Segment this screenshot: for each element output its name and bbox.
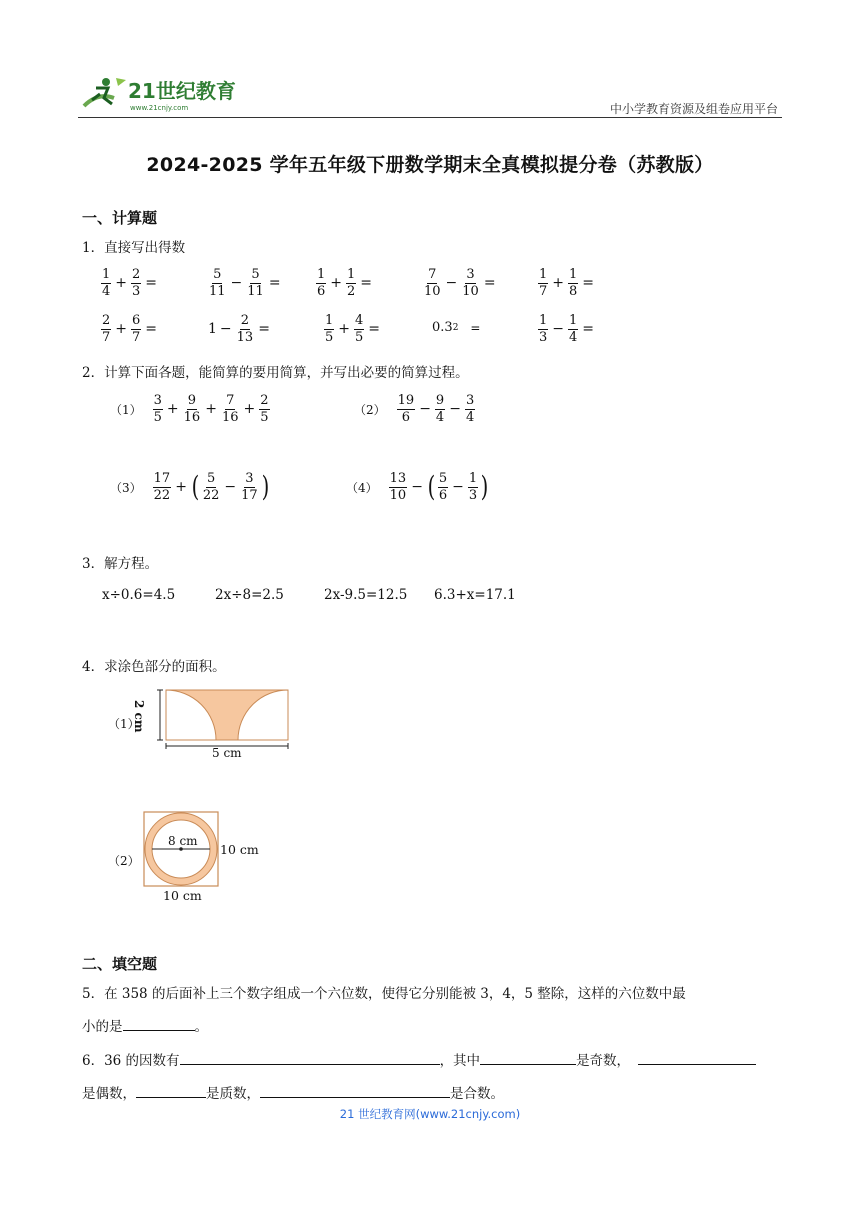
- numerator: 2: [260, 393, 269, 408]
- operator: −: [449, 401, 461, 418]
- fig2-label: （2）: [108, 854, 140, 868]
- denominator: 6: [401, 409, 411, 425]
- q1-expression: [422, 268, 499, 298]
- numerator: 4: [355, 313, 364, 328]
- numerator: 1: [539, 313, 548, 328]
- q2-problem: [110, 394, 271, 424]
- q6-text-4: 是偶数，: [82, 1086, 136, 1102]
- question-4-text: 4．求涂色部分的面积。: [82, 659, 226, 675]
- section-title-fill: 二、填空题: [82, 955, 158, 973]
- header-divider: [78, 117, 782, 118]
- equals-sign: =: [483, 275, 496, 292]
- right-paren: ): [480, 470, 489, 504]
- fraction: [389, 472, 408, 502]
- q1-expression: [100, 268, 160, 298]
- fraction: [153, 472, 172, 502]
- equation-1: x÷0.6=4.5: [102, 587, 176, 603]
- q5-blank[interactable]: [123, 1016, 195, 1031]
- numerator: 9: [435, 393, 445, 408]
- operator: +: [175, 479, 187, 496]
- fraction: [236, 314, 255, 344]
- q2-problem: [110, 472, 271, 502]
- denominator: 10: [462, 283, 479, 299]
- q6-blank-even[interactable]: [638, 1050, 756, 1065]
- numerator: 6: [132, 313, 141, 328]
- q1-expression: [537, 268, 597, 298]
- fraction: [202, 472, 221, 502]
- q6-blank-prime[interactable]: [136, 1083, 206, 1098]
- fraction: [101, 314, 111, 344]
- question-1-text: 1．直接写出得数: [82, 240, 186, 256]
- q6-blank-factors[interactable]: [180, 1050, 440, 1065]
- fraction: [240, 472, 259, 502]
- equation-3: 2x-9.5=12.5: [324, 587, 408, 603]
- numerator: 1: [539, 267, 548, 282]
- fraction: [423, 268, 442, 298]
- operator: −: [552, 321, 565, 338]
- numerator: 5: [206, 471, 216, 486]
- operator: +: [115, 321, 128, 338]
- problem-label: （2）: [354, 402, 386, 417]
- question-5-line-1: 5．在 358 的后面补上三个数字组成一个六位数，使得它分别能被 3，4，5 整除，这样的六位数中最: [82, 986, 686, 1002]
- numerator: 1: [102, 267, 111, 282]
- q1-expression: [432, 320, 483, 335]
- fig2-bottom-label: 10 cm: [163, 888, 202, 903]
- problem-label: （4）: [346, 480, 378, 495]
- q1-expression: [100, 314, 160, 344]
- denominator: 5: [260, 409, 269, 425]
- denominator: 6: [317, 283, 326, 299]
- numerator: 3: [465, 393, 475, 408]
- operator: −: [452, 479, 464, 496]
- q1-expression: [537, 314, 597, 344]
- operator: +: [338, 321, 351, 338]
- site-logo: [78, 72, 248, 116]
- equals-sign: =: [582, 321, 595, 338]
- denominator: 10: [424, 283, 441, 299]
- problem-label: （3）: [110, 480, 142, 495]
- numerator: 2: [240, 313, 250, 328]
- fig1-width-label: 5 cm: [212, 746, 242, 760]
- q5-text-post: 。: [194, 1019, 208, 1035]
- numerator: 5: [438, 471, 448, 486]
- operator: +: [115, 275, 128, 292]
- question-3-text: 3．解方程。: [82, 556, 159, 572]
- fraction: [465, 394, 475, 424]
- fraction: [568, 268, 578, 298]
- numerator: 2: [132, 267, 141, 282]
- denominator: 22: [202, 487, 220, 503]
- fraction: [221, 394, 240, 424]
- exponent: 2: [452, 322, 459, 333]
- fraction: [354, 314, 364, 344]
- q1-expression: [315, 268, 375, 298]
- numerator: 1: [569, 313, 578, 328]
- denominator: 5: [325, 329, 334, 345]
- denominator: 4: [465, 409, 475, 425]
- equals-sign: =: [368, 321, 381, 338]
- numerator: 7: [428, 267, 437, 282]
- left-paren: (: [427, 470, 436, 504]
- operator: +: [205, 401, 217, 418]
- fig2-side-label: 10 cm: [220, 842, 259, 857]
- denominator: 10: [389, 487, 407, 503]
- operator: +: [330, 275, 343, 292]
- denominator: 16: [183, 409, 201, 425]
- numerator: 5: [213, 267, 222, 282]
- whole-number: 1: [208, 321, 217, 338]
- operator: −: [445, 275, 458, 292]
- denominator: 4: [569, 329, 578, 345]
- q1-expression: [208, 314, 273, 344]
- figure-2: [140, 808, 224, 892]
- q6-text-6: 是合数。: [450, 1086, 504, 1102]
- question-2-text: 2．计算下面各题，能简算的要用简算，并写出必要的简算过程。: [82, 365, 469, 381]
- numerator: 3: [466, 267, 475, 282]
- denominator: 16: [221, 409, 239, 425]
- operator: −: [411, 479, 423, 496]
- fraction: [435, 394, 445, 424]
- numerator: 3: [153, 393, 162, 408]
- operator: +: [552, 275, 565, 292]
- q6-blank-odd[interactable]: [480, 1050, 576, 1065]
- q6-text-1: 6．36 的因数有: [82, 1053, 180, 1069]
- equals-sign: =: [582, 275, 595, 292]
- logo-url: www.21cnjy.com: [130, 104, 189, 112]
- numerator: 1: [468, 471, 478, 486]
- denominator: 6: [438, 487, 448, 503]
- denominator: 5: [153, 409, 162, 425]
- operator: −: [224, 479, 237, 496]
- denominator: 8: [569, 283, 578, 299]
- equation-4: 6.3+x=17.1: [434, 587, 516, 603]
- operator: −: [419, 401, 431, 418]
- equation-2: 2x÷8=2.5: [215, 587, 284, 603]
- q6-blank-composite[interactable]: [260, 1083, 450, 1098]
- numerator: 1: [325, 313, 334, 328]
- logo-text: 21世纪教育: [128, 79, 236, 103]
- q2-problem: [346, 472, 490, 502]
- denominator: 7: [132, 329, 141, 345]
- question-6-line-2: [82, 1082, 504, 1102]
- numerator: 5: [251, 267, 260, 282]
- fraction: [346, 268, 356, 298]
- numerator: 19: [397, 393, 415, 408]
- fig1-height-label: 2 cm: [132, 700, 146, 733]
- problem-label: （1）: [110, 402, 142, 417]
- fraction: [397, 394, 416, 424]
- fig1-label: （1）: [108, 717, 140, 731]
- denominator: 13: [236, 329, 254, 345]
- denominator: 7: [539, 283, 548, 299]
- left-paren: (: [191, 470, 200, 504]
- q1-expression: [207, 268, 284, 298]
- operator: +: [166, 401, 179, 418]
- fraction: [316, 268, 326, 298]
- numerator: 2: [102, 313, 111, 328]
- fraction: [538, 268, 548, 298]
- q6-text-2: ，其中: [439, 1053, 481, 1069]
- fraction: [461, 268, 480, 298]
- numerator: 17: [153, 471, 171, 486]
- q1-expression: [323, 314, 383, 344]
- fraction: [324, 314, 334, 344]
- denominator: 11: [247, 283, 264, 299]
- denominator: 7: [102, 329, 111, 345]
- numerator: 7: [226, 393, 235, 408]
- numerator: 13: [389, 471, 407, 486]
- fraction: [568, 314, 578, 344]
- fraction: [131, 268, 141, 298]
- operator: −: [230, 275, 243, 292]
- fraction: [208, 268, 227, 298]
- operator: −: [219, 321, 232, 338]
- section-title-calc: 一、计算题: [82, 209, 158, 227]
- denominator: 22: [153, 487, 171, 503]
- numerator: 1: [347, 267, 356, 282]
- operator: +: [243, 401, 256, 418]
- fraction: [246, 268, 265, 298]
- equals-sign: =: [268, 275, 281, 292]
- q6-text-3: 是奇数，: [576, 1053, 631, 1069]
- denominator: 11: [209, 283, 226, 299]
- fraction: [131, 314, 141, 344]
- platform-name: 中小学教育资源及组卷应用平台: [609, 102, 778, 116]
- q6-text-5: 是质数，: [206, 1086, 260, 1102]
- equals-sign: =: [145, 321, 158, 338]
- question-6-line-1: [82, 1049, 756, 1069]
- equals-sign: =: [258, 321, 270, 338]
- denominator: 3: [539, 329, 548, 345]
- denominator: 3: [132, 283, 141, 299]
- fraction: [259, 394, 269, 424]
- fraction: [101, 268, 111, 298]
- right-paren: ): [261, 470, 269, 504]
- equals-sign: =: [470, 320, 481, 335]
- denominator: 2: [347, 283, 356, 299]
- equals-sign: =: [145, 275, 158, 292]
- numerator: 3: [245, 471, 254, 486]
- equals-sign: =: [360, 275, 373, 292]
- denominator: 17: [241, 487, 258, 503]
- denominator: 4: [435, 409, 445, 425]
- fraction: [468, 472, 478, 502]
- denominator: 3: [468, 487, 478, 503]
- q2-problem: [354, 394, 476, 424]
- q5-text-pre: 小的是: [82, 1019, 123, 1035]
- footer-source: 21 世纪教育网(www.21cnjy.com): [339, 1107, 521, 1121]
- denominator: 4: [102, 283, 111, 299]
- power-base: 0.3: [432, 320, 453, 335]
- fraction: [538, 314, 548, 344]
- numerator: 9: [187, 393, 197, 408]
- fraction: [153, 394, 163, 424]
- fig2-inner-label: 8 cm: [168, 834, 198, 848]
- denominator: 5: [355, 329, 364, 345]
- numerator: 1: [317, 267, 326, 282]
- numerator: 1: [569, 267, 578, 282]
- fraction: [183, 394, 202, 424]
- fraction: [438, 472, 448, 502]
- page-title: 2024-2025 学年五年级下册数学期末全真模拟提分卷（苏教版）: [146, 154, 714, 176]
- question-5-line-2: [82, 1015, 208, 1035]
